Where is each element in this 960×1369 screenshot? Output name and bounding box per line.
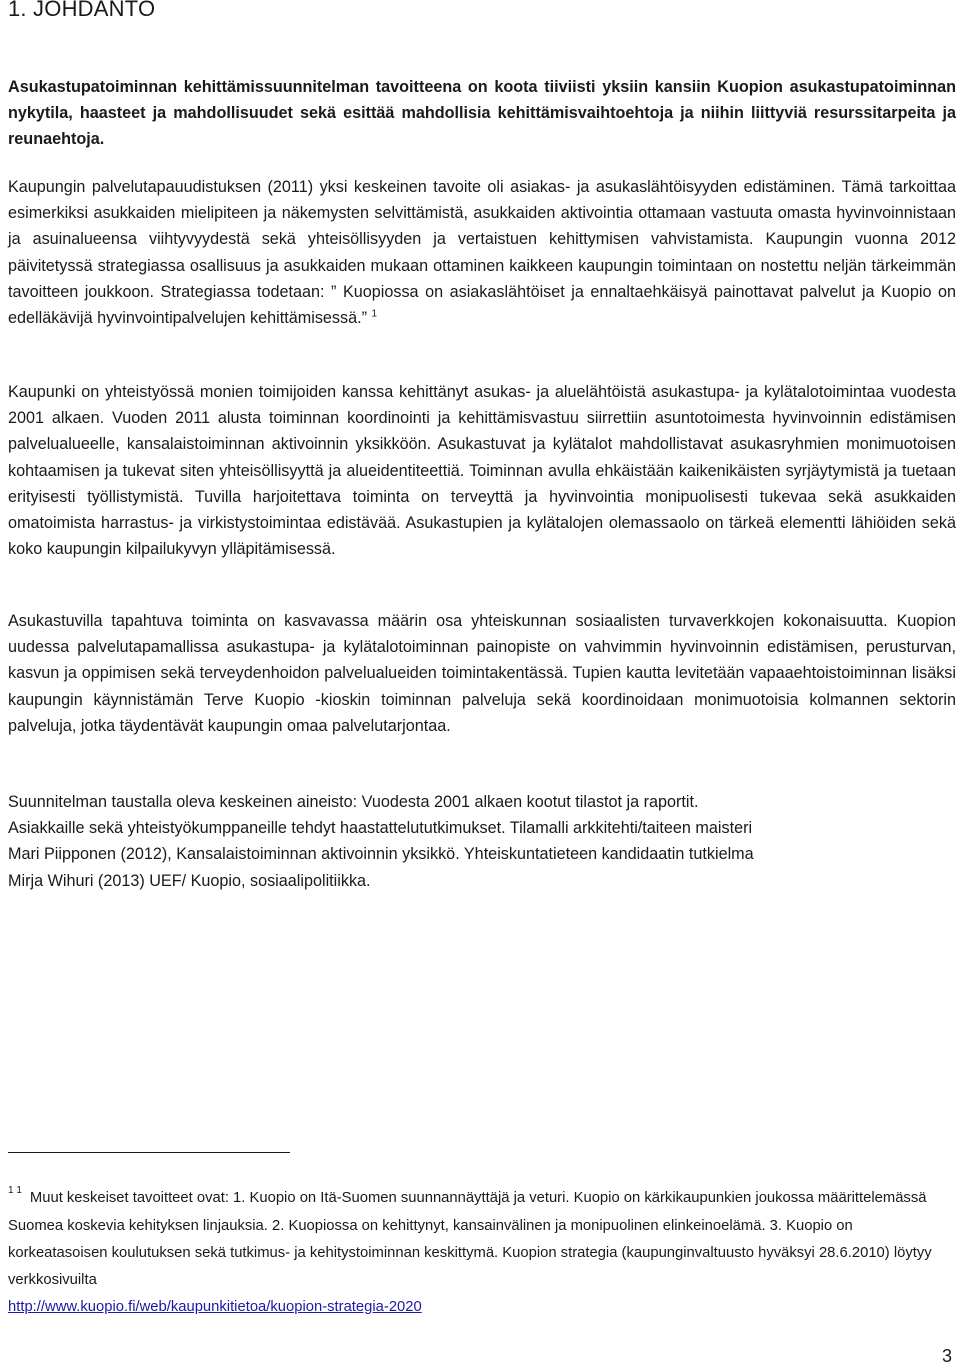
footnote-marker: 1 1 <box>8 1185 22 1196</box>
source-material-paragraph <box>8 789 956 894</box>
footnote-reference[interactable]: 1 <box>371 308 378 320</box>
strategy-paragraph-text: Kaupungin palvelutapauudistuksen (2011) yksi keskeinen tavoite oli asiakas- ja asukaslähtöisyyden edistäminen. Tämä tarkoittaa esimerkiksi asukkaiden mielipiteen ja näkemysten selvittämistä, asukkaiden aktivointia ottamaan vastuuta omasta hyvinvoinnistaan ja asuinalueensa viihtyvyydestä sekä yhteisöllisyyden ja vertaistuen kehittymisen vahvistamista. Kaupungin vuonna 2012 päivitetyssä strategiassa osallisuus ja asukkaiden mukaan ottaminen kaikkeen kaupungin toimintaan on nostettu neljän tärkeimmän tavoitteen joukkoon. Strategiassa todetaan: ” Kuopiossa on asiakaslähtöiset ja ennaltaehkäisyä painottavat palvelut ja Kuopio on edelläkävijä hyvinvointipalvelujen kehittämisessä.” <box>8 178 956 328</box>
strategy-paragraph <box>8 174 956 331</box>
footnote-text: Muut keskeiset tavoitteet ovat: 1. Kuopio on Itä-Suomen suunnannäyttäjä ja veturi. Kuopio on kärkikaupunkien joukossa määrittelemässä Suomea koskevia kehityksen linjauksia. 2. Kuopiossa on kehittynyt, kansainvälinen ja monipuolinen elinkeinoelämä. 3. Kuopio on korkeatasoisen koulutuksen sekä tutkimus- ja kehitystoiminnan keskittymä. Kuopion strategia (kaupunginvaltuusto hyväksyi 28.6.2010) löytyy verkkosivuilta <box>8 1190 932 1288</box>
source-line-4: Mirja Wihuri (2013) UEF/ Kuopio, sosiaalipolitiikka. <box>8 871 371 890</box>
chapter-heading: 1. JOHDANTO <box>8 0 156 21</box>
source-line-2: Asiakkaille sekä yhteistyökumppaneille tehdyt haastattelututkimukset. Tilamalli arkkitehti/taiteen maisteri <box>8 819 753 838</box>
cooperation-paragraph: Kaupunki on yhteistyössä monien toimijoiden kanssa kehittänyt asukas- ja aluelähtöistä asukastupa- ja kylätalotoimintaa vuodesta 2001 alkaen. Vuoden 2011 alusta toiminnan koordinointi ja kehittämisvastuu siirrettiin asuntotoimesta hyvinvoinnin edistämisen palvelualueelle, kansalaistoiminnan aktivoinnin yksikköön. Asukastuvat ja kylätalot mahdollistavat asukasryhmien monimuotoisen kohtaamisen ja tukevat siten yhteisöllisyyttä ja alueidentiteettiä. Toiminnan avulla ehkäistään kaikenikäisten syrjäytymistä ja tuetaan erityisesti työllistymistä. Tuvilla harjoitettava toiminta on terveyttä ja hyvinvointia monipuolisesti tukevaa sekä asukkaiden omatoimista harrastus- ja virkistystoimintaa edistävää. Asukastupien ja kylätalojen olemassaolo on tärkeä elementti lähiöiden sekä koko kaupungin kilpailukyvyn ylläpitämisessä. <box>8 383 956 559</box>
intro-paragraph-bold: Asukastupatoiminnan kehittämissuunnitelman tavoitteena on koota tiiviisti yksiin kansiin Kuopion asukastupatoiminnan nykytila, haasteet ja mahdollisuudet sekä esittää mahdollisia kehittämisvaihtoehtoja ja niihin liittyviä resurssitarpeita ja reunaehtoja. <box>8 78 956 149</box>
footnote <box>8 1185 956 1321</box>
source-line-1: Suunnitelman taustalla oleva keskeinen aineisto: Vuodesta 2001 alkaen kootut tilastot ja raportit. <box>8 793 699 811</box>
source-line-3: Mari Piipponen (2012), Kansalaistoiminnan aktivoinnin yksikkö. Yhteiskuntatieteen kandidaatin tutkielma <box>8 845 754 864</box>
social-safety-paragraph: Asukastuvilla tapahtuva toiminta on kasvavassa määrin osa yhteiskunnan sosiaalisten turvaverkkojen kokonaisuutta. Kuopion uudessa palvelutapamallissa asukastupa- ja kylätalotoiminnan painopiste on vahvimmin hyvinvoinnin edistämisen, perusturvan, kasvun ja oppimisen sekä terveydenhoidon palvelualueiden toimintakentässä. Tupien kautta levitetään vapaaehtoistoiminnan lisäksi kaupungin käynnistämän Terve Kuopio -kioskin toiminnan palveluja sekä koordinoidaan monimuotoisia kolmannen sektorin palveluja, jotka täydentävät kaupungin omaa palvelutarjontaa. <box>8 612 956 735</box>
footnote-divider <box>8 1152 290 1153</box>
page-number: 3 <box>941 1346 952 1366</box>
strategy-link[interactable]: http://www.kuopio.fi/web/kaupunkitietoa/kuopion-strategia-2020 <box>8 1299 422 1315</box>
